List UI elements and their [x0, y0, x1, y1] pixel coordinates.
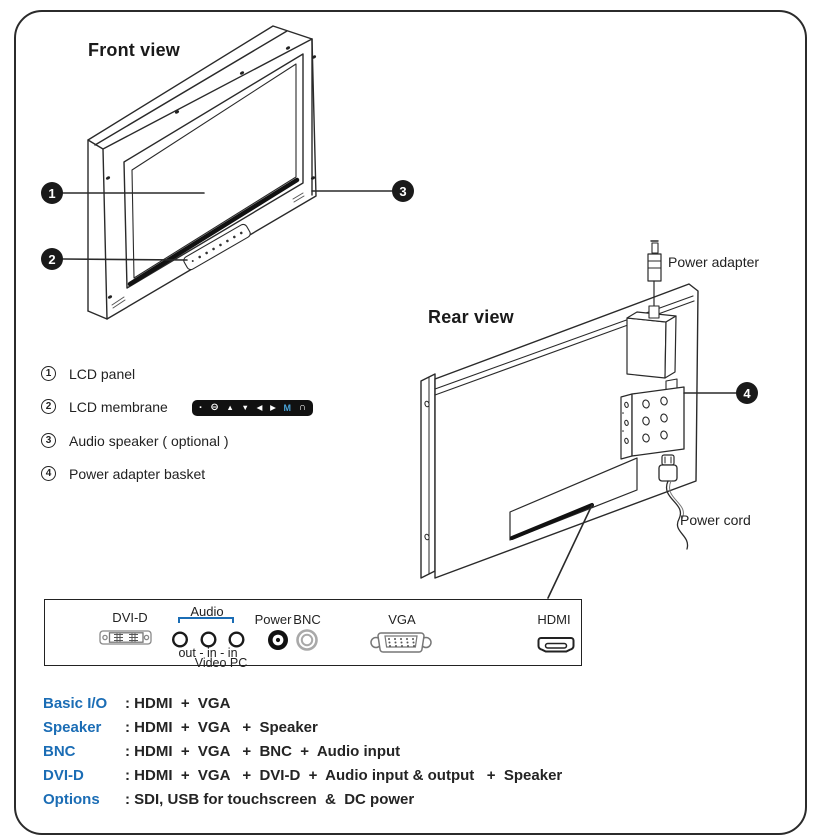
io-connector-panel	[44, 599, 582, 670]
hdmi-connector-icon	[539, 638, 574, 652]
spec-list	[43, 691, 562, 811]
front-view-drawing	[63, 26, 392, 319]
spec-row-bnc	[43, 739, 562, 763]
membrane-down-icon: ▼	[241, 403, 249, 413]
membrane-dot-icon: ·	[199, 401, 203, 414]
membrane-up-icon: ▲	[226, 403, 234, 413]
vga-connector-icon	[371, 633, 431, 652]
legend-label-lcd-membrane: LCD membrane	[69, 399, 168, 415]
legend-label-power-basket: Power adapter basket	[69, 466, 206, 482]
membrane-menu-key: M	[283, 402, 292, 413]
spec-label: Options	[43, 790, 100, 808]
spec-row-basic-io	[43, 691, 562, 715]
front-view-title: Front view	[88, 40, 181, 60]
membrane-left-icon: ◀	[256, 403, 263, 413]
spec-label: Basic I/O	[43, 694, 108, 712]
legend-num-4: 4	[41, 466, 56, 481]
bnc-label: BNC	[293, 612, 321, 627]
spec-value: : HDMI + VGA + BNC + Audio input	[125, 742, 401, 760]
legend-num-1: 1	[41, 366, 56, 381]
power-cord-label: Power cord	[680, 512, 751, 528]
rear-view-title: Rear view	[428, 307, 514, 327]
legend-num-3: 3	[41, 433, 56, 448]
audio-ports-label: out - in - in	[178, 646, 238, 660]
io-connector-icons	[45, 600, 579, 663]
power-adapter-label: Power adapter	[668, 254, 760, 270]
spec-row-speaker	[43, 715, 562, 739]
spec-value: : HDMI + VGA + DVI-D + Audio input & output + Speaker	[125, 766, 563, 784]
dvi-connector-icon	[100, 631, 151, 644]
callout-3-badge: 3	[392, 180, 414, 202]
dvi-label: DVI-D	[112, 610, 148, 625]
membrane-right-icon: ▶	[270, 403, 276, 413]
spec-row-dvi	[43, 763, 562, 787]
spec-row-options	[43, 787, 562, 811]
spec-label: Speaker	[43, 718, 102, 736]
membrane-return-icon: ∩	[298, 402, 306, 413]
vga-label: VGA	[388, 612, 416, 627]
spec-label: BNC	[43, 742, 76, 760]
callout-1-badge: 1	[41, 182, 63, 204]
power-jack-icon	[268, 630, 288, 650]
membrane-power-icon: ⊖	[210, 402, 219, 413]
audio-in-video-port	[202, 633, 216, 647]
legend-label-audio-speaker: Audio speaker ( optional )	[69, 433, 229, 449]
audio-in-pc-port	[230, 633, 244, 647]
audio-out-port	[173, 633, 187, 647]
spec-value: : HDMI + VGA	[125, 694, 231, 712]
legend-num-2: 2	[41, 399, 56, 414]
lcd-membrane-strip	[192, 400, 313, 416]
audio-sub-label: Video PC	[194, 656, 248, 670]
spec-value: : HDMI + VGA + Speaker	[125, 718, 318, 736]
rear-view-drawing	[421, 241, 736, 598]
bnc-connector-icon	[298, 631, 317, 650]
callout-4-badge: 4	[736, 382, 758, 404]
spec-label: DVI-D	[43, 766, 84, 784]
power-label: Power	[254, 612, 292, 627]
callout-2-badge: 2	[41, 248, 63, 270]
legend-label-lcd-panel: LCD panel	[69, 366, 136, 382]
audio-jacks-icon	[173, 633, 243, 647]
spec-value: : SDI, USB for touchscreen & DC power	[125, 790, 415, 808]
hdmi-label: HDMI	[537, 612, 571, 627]
audio-label: Audio	[190, 604, 224, 619]
